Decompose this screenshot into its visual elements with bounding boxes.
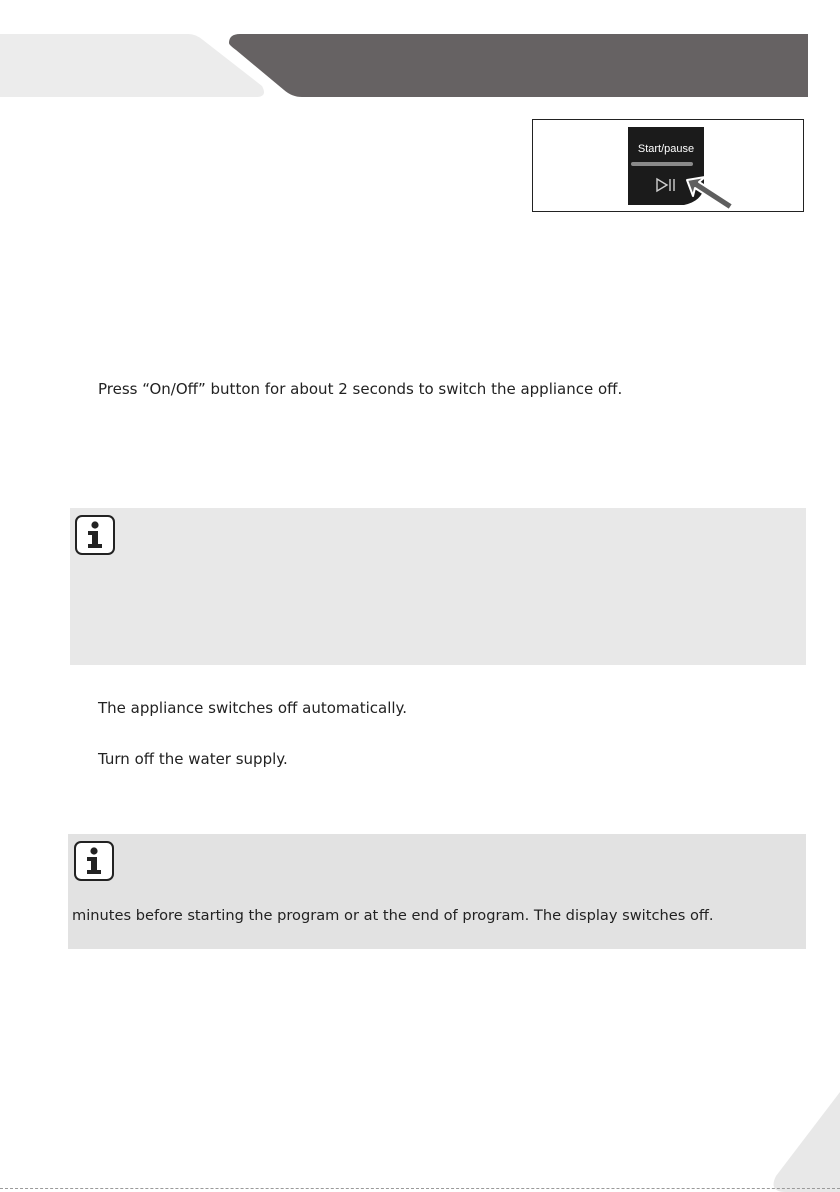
control-panel-illustration — [532, 119, 804, 212]
step-water-supply: Turn off the water supply. — [98, 750, 288, 768]
info-box-1 — [70, 508, 806, 665]
info-box-2 — [68, 834, 806, 949]
start-pause-label: Start/pause — [637, 143, 695, 155]
step-press-onoff: Press “On/Off” button for about 2 seconds to switch the appliance off. — [98, 380, 623, 398]
info-icon — [75, 515, 115, 555]
header-dark-tab — [229, 34, 808, 97]
panel-indicator-bar — [631, 162, 693, 166]
play-pause-icon — [655, 177, 679, 193]
step-auto-off: The appliance switches off automatically. — [98, 699, 408, 717]
arrow-icon — [683, 170, 743, 212]
header-light-tab — [0, 34, 264, 97]
bottom-dotted-line — [0, 1188, 840, 1189]
header-banner — [0, 0, 840, 110]
info-icon — [74, 841, 114, 881]
info-note-2-text: minutes before starting the program or at the end of program. The display switches off. — [72, 907, 714, 924]
